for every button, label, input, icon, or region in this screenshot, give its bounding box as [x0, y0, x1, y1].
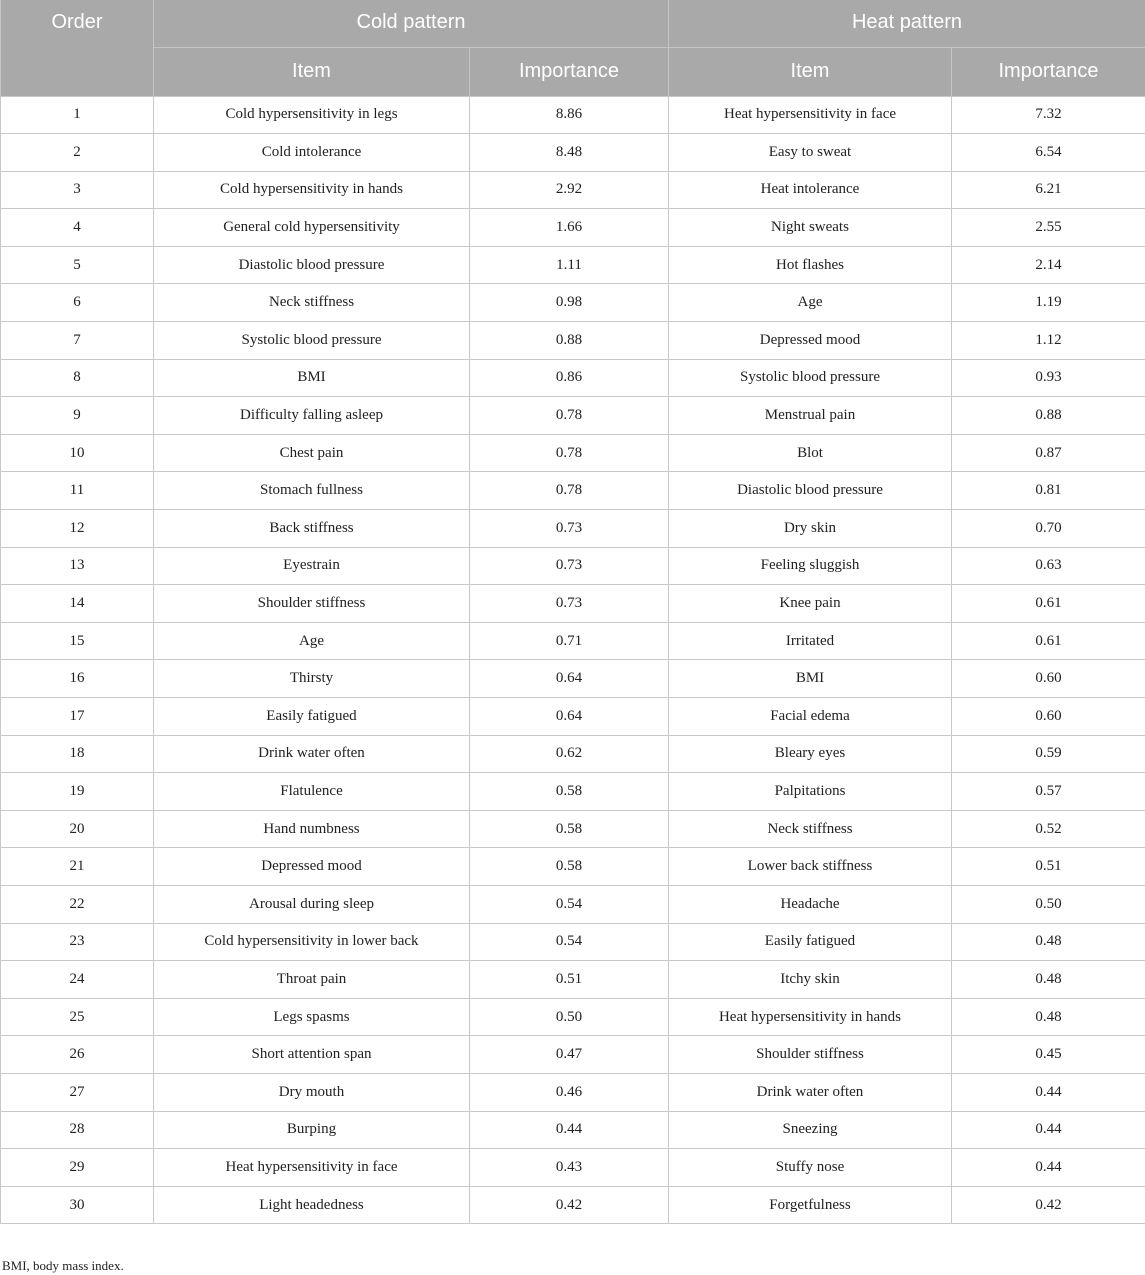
order-cell: 20 [1, 810, 154, 848]
heat-item-cell: Heat hypersensitivity in face [669, 96, 952, 134]
cold-item-cell: Cold intolerance [154, 134, 470, 172]
table-row [1, 547, 1145, 585]
cold-importance-cell: 0.47 [470, 1036, 669, 1074]
order-cell: 18 [1, 735, 154, 773]
heat-item-cell: Blot [669, 434, 952, 472]
order-cell: 13 [1, 547, 154, 585]
table-row [1, 1111, 1145, 1149]
cold-importance-cell: 0.78 [470, 434, 669, 472]
cold-item-cell: Systolic blood pressure [154, 322, 470, 360]
table-row [1, 322, 1145, 360]
table-row [1, 246, 1145, 284]
order-cell: 29 [1, 1149, 154, 1187]
table-row [1, 397, 1145, 435]
heat-item-cell: Shoulder stiffness [669, 1036, 952, 1074]
heat-item-cell: Bleary eyes [669, 735, 952, 773]
table-row [1, 848, 1145, 886]
heat-importance-cell: 2.14 [952, 246, 1145, 284]
heat-importance-cell: 6.21 [952, 171, 1145, 209]
heat-item-cell: Heat hypersensitivity in hands [669, 998, 952, 1036]
heat-importance-cell: 0.48 [952, 961, 1145, 999]
heat-item-cell: Heat intolerance [669, 171, 952, 209]
order-cell: 25 [1, 998, 154, 1036]
order-cell: 21 [1, 848, 154, 886]
cold-importance-cell: 0.64 [470, 698, 669, 736]
cold-importance-cell: 0.62 [470, 735, 669, 773]
heat-item-cell: Sneezing [669, 1111, 952, 1149]
cold-item-cell: Diastolic blood pressure [154, 246, 470, 284]
cold-importance-cell: 0.73 [470, 547, 669, 585]
cold-importance-cell: 0.54 [470, 885, 669, 923]
table-row [1, 1073, 1145, 1111]
cold-item-cell: Stomach fullness [154, 472, 470, 510]
cold-importance-cell: 0.51 [470, 961, 669, 999]
cold-item-cell: Throat pain [154, 961, 470, 999]
heat-importance-cell: 0.70 [952, 510, 1145, 548]
cold-importance-cell: 0.88 [470, 322, 669, 360]
heat-item-cell: Knee pain [669, 585, 952, 623]
order-cell: 4 [1, 209, 154, 247]
heat-item-cell: Systolic blood pressure [669, 359, 952, 397]
heat-item-cell: BMI [669, 660, 952, 698]
cold-importance-cell: 0.64 [470, 660, 669, 698]
cold-item-cell: Burping [154, 1111, 470, 1149]
heat-importance-cell: 0.60 [952, 660, 1145, 698]
cold-importance-cell: 0.73 [470, 510, 669, 548]
order-cell: 24 [1, 961, 154, 999]
table-row [1, 810, 1145, 848]
heat-item-cell: Headache [669, 885, 952, 923]
order-cell: 19 [1, 773, 154, 811]
heat-item-cell: Itchy skin [669, 961, 952, 999]
heat-item-cell: Menstrual pain [669, 397, 952, 435]
heat-importance-cell: 0.45 [952, 1036, 1145, 1074]
cold-importance-cell: 8.86 [470, 96, 669, 134]
cold-importance-cell: 0.86 [470, 359, 669, 397]
cold-item-cell: Light headedness [154, 1186, 470, 1224]
cold-importance-cell: 2.92 [470, 171, 669, 209]
heat-item-cell: Night sweats [669, 209, 952, 247]
heat-item-cell: Age [669, 284, 952, 322]
heat-importance-column-header: Importance [952, 47, 1145, 96]
heat-importance-cell: 0.88 [952, 397, 1145, 435]
heat-importance-cell: 0.60 [952, 698, 1145, 736]
order-cell: 17 [1, 698, 154, 736]
cold-importance-cell: 0.78 [470, 397, 669, 435]
order-cell: 23 [1, 923, 154, 961]
table-row [1, 923, 1145, 961]
heat-importance-cell: 0.44 [952, 1111, 1145, 1149]
order-cell: 8 [1, 359, 154, 397]
cold-item-cell: BMI [154, 359, 470, 397]
heat-importance-cell: 1.12 [952, 322, 1145, 360]
order-cell: 30 [1, 1186, 154, 1224]
heat-importance-cell: 0.42 [952, 1186, 1145, 1224]
heat-item-cell: Drink water often [669, 1073, 952, 1111]
heat-importance-cell: 1.19 [952, 284, 1145, 322]
heat-importance-cell: 0.44 [952, 1149, 1145, 1187]
order-cell: 28 [1, 1111, 154, 1149]
table-row [1, 585, 1145, 623]
heat-item-cell: Neck stiffness [669, 810, 952, 848]
cold-item-column-header: Item [154, 47, 470, 96]
order-cell: 11 [1, 472, 154, 510]
cold-importance-cell: 0.46 [470, 1073, 669, 1111]
table-footnote: BMI, body mass index. [2, 1258, 124, 1273]
cold-item-cell: Easily fatigued [154, 698, 470, 736]
cold-item-cell: Cold hypersensitivity in hands [154, 171, 470, 209]
heat-item-cell: Easily fatigued [669, 923, 952, 961]
cold-importance-cell: 0.58 [470, 810, 669, 848]
cold-importance-cell: 0.71 [470, 622, 669, 660]
heat-item-cell: Irritated [669, 622, 952, 660]
table-row [1, 1149, 1145, 1187]
heat-importance-cell: 0.63 [952, 547, 1145, 585]
heat-item-cell: Stuffy nose [669, 1149, 952, 1187]
cold-importance-cell: 0.98 [470, 284, 669, 322]
cold-importance-cell: 0.78 [470, 472, 669, 510]
order-cell: 3 [1, 171, 154, 209]
table-row [1, 773, 1145, 811]
cold-item-cell: Flatulence [154, 773, 470, 811]
cold-item-cell: Cold hypersensitivity in lower back [154, 923, 470, 961]
order-cell: 16 [1, 660, 154, 698]
order-cell: 5 [1, 246, 154, 284]
heat-importance-cell: 0.87 [952, 434, 1145, 472]
table-row [1, 96, 1145, 134]
cold-item-cell: Cold hypersensitivity in legs [154, 96, 470, 134]
order-cell: 7 [1, 322, 154, 360]
cold-importance-cell: 0.42 [470, 1186, 669, 1224]
table-row [1, 961, 1145, 999]
table-row [1, 359, 1145, 397]
order-cell: 9 [1, 397, 154, 435]
cold-item-cell: Shoulder stiffness [154, 585, 470, 623]
heat-item-cell: Hot flashes [669, 246, 952, 284]
heat-item-cell: Facial edema [669, 698, 952, 736]
cold-importance-cell: 0.44 [470, 1111, 669, 1149]
table-row [1, 472, 1145, 510]
order-cell: 22 [1, 885, 154, 923]
table-row [1, 1036, 1145, 1074]
cold-importance-cell: 0.54 [470, 923, 669, 961]
heat-importance-cell: 2.55 [952, 209, 1145, 247]
cold-item-cell: Difficulty falling asleep [154, 397, 470, 435]
order-cell: 2 [1, 134, 154, 172]
heat-importance-cell: 0.44 [952, 1073, 1145, 1111]
order-cell: 6 [1, 284, 154, 322]
cold-item-cell: Neck stiffness [154, 284, 470, 322]
cold-item-cell: Dry mouth [154, 1073, 470, 1111]
cold-item-cell: General cold hypersensitivity [154, 209, 470, 247]
table-row [1, 284, 1145, 322]
table-body [1, 96, 1145, 1224]
cold-importance-cell: 0.73 [470, 585, 669, 623]
table-header [1, 0, 1145, 96]
cold-item-cell: Thirsty [154, 660, 470, 698]
heat-importance-cell: 0.48 [952, 923, 1145, 961]
cold-item-cell: Drink water often [154, 735, 470, 773]
heat-importance-cell: 6.54 [952, 134, 1145, 172]
table-row [1, 698, 1145, 736]
cold-item-cell: Back stiffness [154, 510, 470, 548]
cold-importance-cell: 8.48 [470, 134, 669, 172]
cold-pattern-group-header: Cold pattern [154, 0, 669, 47]
cold-item-cell: Short attention span [154, 1036, 470, 1074]
table-row [1, 885, 1145, 923]
cold-importance-cell: 1.66 [470, 209, 669, 247]
heat-item-cell: Palpitations [669, 773, 952, 811]
heat-importance-cell: 0.52 [952, 810, 1145, 848]
cold-item-cell: Heat hypersensitivity in face [154, 1149, 470, 1187]
cold-importance-cell: 0.43 [470, 1149, 669, 1187]
heat-pattern-group-header: Heat pattern [669, 0, 1145, 47]
table-row [1, 171, 1145, 209]
cold-item-cell: Arousal during sleep [154, 885, 470, 923]
cold-importance-cell: 1.11 [470, 246, 669, 284]
heat-importance-cell: 0.59 [952, 735, 1145, 773]
table-row [1, 434, 1145, 472]
heat-item-cell: Feeling sluggish [669, 547, 952, 585]
cold-item-cell: Chest pain [154, 434, 470, 472]
heat-importance-cell: 7.32 [952, 96, 1145, 134]
table-row [1, 622, 1145, 660]
order-cell: 14 [1, 585, 154, 623]
order-cell: 1 [1, 96, 154, 134]
cold-item-cell: Depressed mood [154, 848, 470, 886]
order-cell: 26 [1, 1036, 154, 1074]
cold-importance-cell: 0.50 [470, 998, 669, 1036]
cold-item-cell: Eyestrain [154, 547, 470, 585]
cold-importance-cell: 0.58 [470, 773, 669, 811]
cold-item-cell: Age [154, 622, 470, 660]
heat-item-cell: Lower back stiffness [669, 848, 952, 886]
heat-importance-cell: 0.48 [952, 998, 1145, 1036]
table-row [1, 510, 1145, 548]
table-row [1, 134, 1145, 172]
heat-item-cell: Depressed mood [669, 322, 952, 360]
heat-item-cell: Easy to sweat [669, 134, 952, 172]
cold-importance-column-header: Importance [470, 47, 669, 96]
order-cell: 12 [1, 510, 154, 548]
heat-item-cell: Dry skin [669, 510, 952, 548]
heat-item-cell: Diastolic blood pressure [669, 472, 952, 510]
table-row [1, 735, 1145, 773]
cold-item-cell: Legs spasms [154, 998, 470, 1036]
heat-importance-cell: 0.81 [952, 472, 1145, 510]
cold-importance-cell: 0.58 [470, 848, 669, 886]
cold-item-cell: Hand numbness [154, 810, 470, 848]
heat-importance-cell: 0.61 [952, 622, 1145, 660]
heat-importance-cell: 0.57 [952, 773, 1145, 811]
heat-importance-cell: 0.61 [952, 585, 1145, 623]
heat-importance-cell: 0.50 [952, 885, 1145, 923]
heat-item-cell: Forgetfulness [669, 1186, 952, 1224]
table-row [1, 1186, 1145, 1224]
heat-importance-cell: 0.93 [952, 359, 1145, 397]
order-cell: 27 [1, 1073, 154, 1111]
order-cell: 15 [1, 622, 154, 660]
heat-item-column-header: Item [669, 47, 952, 96]
order-cell: 10 [1, 434, 154, 472]
table-row [1, 660, 1145, 698]
table-row [1, 998, 1145, 1036]
heat-importance-cell: 0.51 [952, 848, 1145, 886]
table-row [1, 209, 1145, 247]
order-column-header: Order [1, 0, 154, 96]
